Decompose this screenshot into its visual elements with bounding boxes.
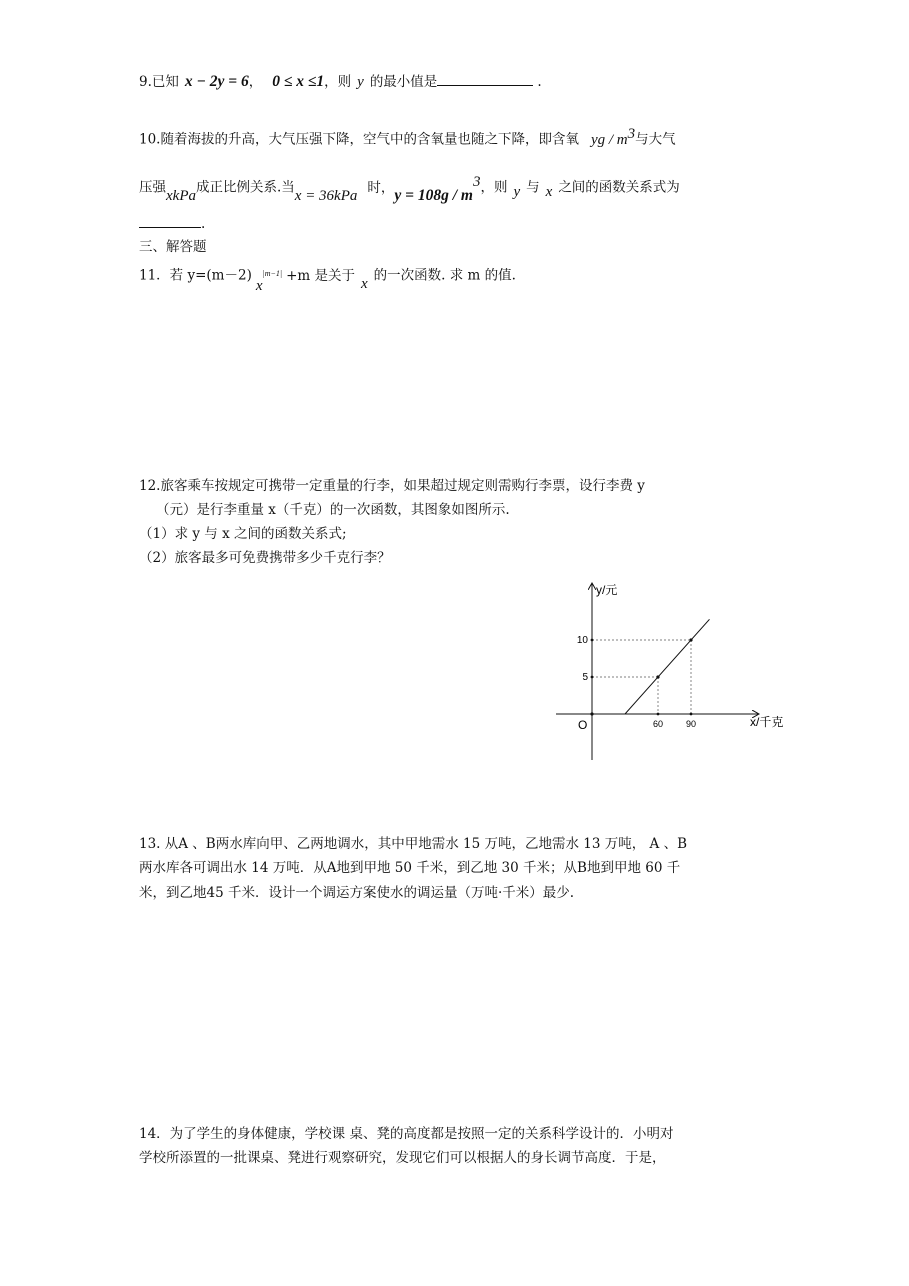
q10-exp-1: 3 (627, 126, 636, 142)
q10-exp-2: 3 (472, 174, 481, 190)
q9-end: . (537, 74, 542, 90)
q10-unit-2: xkPa (166, 187, 196, 204)
q9-line (139, 72, 542, 92)
q10-text-2b: 成正比例关系.当 (195, 179, 295, 196)
x-axis-label: x/千克 (750, 715, 784, 729)
q10-line-3 (139, 214, 205, 234)
q14-line-1: 14．为了学生的身体健康，学校课 桌、凳的高度都是按照一定的关系科学设计的．小明对 (139, 1126, 674, 1142)
q10-text-2c: 时， (367, 179, 395, 196)
x-tick-label-60: 60 (652, 719, 664, 729)
q13-line-2: 两水库各可调出水 14 万吨．从A地到甲地 50 千米，到乙地 30 千米；从B地到甲地 60 千 (139, 860, 681, 876)
q10-text-2d: ，则 (480, 179, 508, 196)
q12-chart (540, 570, 800, 770)
q10-line-1 (139, 124, 676, 150)
q12-line-1: 12.旅客乘车按规定可携带一定重量的行李，如果超过规定则需购行李票，设行李费 y (139, 478, 645, 494)
y-tick-label-5: 5 (582, 672, 588, 683)
y-axis-label: y/元 (596, 583, 618, 597)
q11-line (139, 262, 516, 294)
q12-part-2: （2）旅客最多可免费携带多少千克行李？ (139, 550, 391, 566)
q10-end: . (201, 216, 206, 232)
q13-line-3: 米，到乙地45 千米．设计一个调运方案使水的调运量（万吨·千米）最少. (139, 885, 575, 901)
q10-unit-1: yg / m (590, 131, 628, 148)
q12-part-1: （1）求 y 与 x 之间的函数关系式; (139, 526, 347, 542)
q10-var-x: x (545, 183, 553, 200)
origin-label: O (578, 718, 588, 732)
q12-line-2: （元）是行李重量 x（千克）的一次函数，其图象如图所示. (156, 502, 510, 518)
q10-eq-1: x = 36kPa (294, 187, 358, 204)
q10-tail-1: 与大气 (635, 131, 676, 148)
q9-mid: ，则 (324, 74, 352, 90)
q9-answer-blank (437, 73, 533, 86)
q9-suffix: 的最小值是 (369, 74, 438, 90)
q10-text-2f: 之间的函数关系式为 (558, 179, 680, 196)
data-point-60 (656, 675, 659, 678)
q10-answer-blank (139, 215, 201, 228)
q11-var-x: x (361, 275, 368, 292)
q9-inequality: 0 ≤ x ≤1 (272, 73, 325, 90)
q10-eq-2: y = 108g / m (394, 186, 473, 204)
q10-text-2e: 与 (526, 179, 540, 196)
q9-prefix: 9.已知 (139, 74, 179, 90)
q11-text-c: 的一次函数. 求 m 的值. (373, 267, 516, 284)
series-line (625, 619, 709, 714)
q10-line-2 (139, 172, 680, 204)
x-tick-label-90: 90 (685, 719, 697, 729)
q10-text-2a: 压强 (139, 179, 166, 196)
q11-exponent: |m−1| (262, 269, 283, 278)
y-tick-point-5 (591, 676, 594, 679)
data-point-90 (689, 638, 692, 641)
y-tick-label-10: 10 (576, 635, 588, 646)
q11-base: x (255, 277, 263, 294)
x-tick-point-90 (690, 713, 693, 716)
x-tick-point-60 (657, 713, 660, 716)
y-tick-point-10 (591, 639, 594, 642)
q9-var: y (357, 74, 364, 90)
q11-text-a: 11．若 y=(m－2) (139, 267, 252, 284)
q9-equation: x − 2y = 6 (184, 73, 249, 90)
q14-line-2: 学校所添置的一批课桌、凳进行观察研究，发现它们可以根据人的身长调节高度．于是， (139, 1150, 666, 1166)
q10-text-1: 10.随着海拔的升高，大气压强下降，空气中的含氧量也随之下降，即含氧 (139, 131, 579, 148)
q11-text-b: +m 是关于 (286, 267, 355, 284)
section-3-heading: 三、解答题 (139, 239, 207, 255)
q10-var-y: y (513, 183, 521, 200)
q13-line-1: 13. 从A 、B两水库向甲、乙两地调水，其中甲地需水 15 万吨，乙地需水 13 万吨， A 、B (139, 836, 687, 852)
q9-comma: ， (248, 74, 263, 90)
origin-point (590, 712, 593, 715)
